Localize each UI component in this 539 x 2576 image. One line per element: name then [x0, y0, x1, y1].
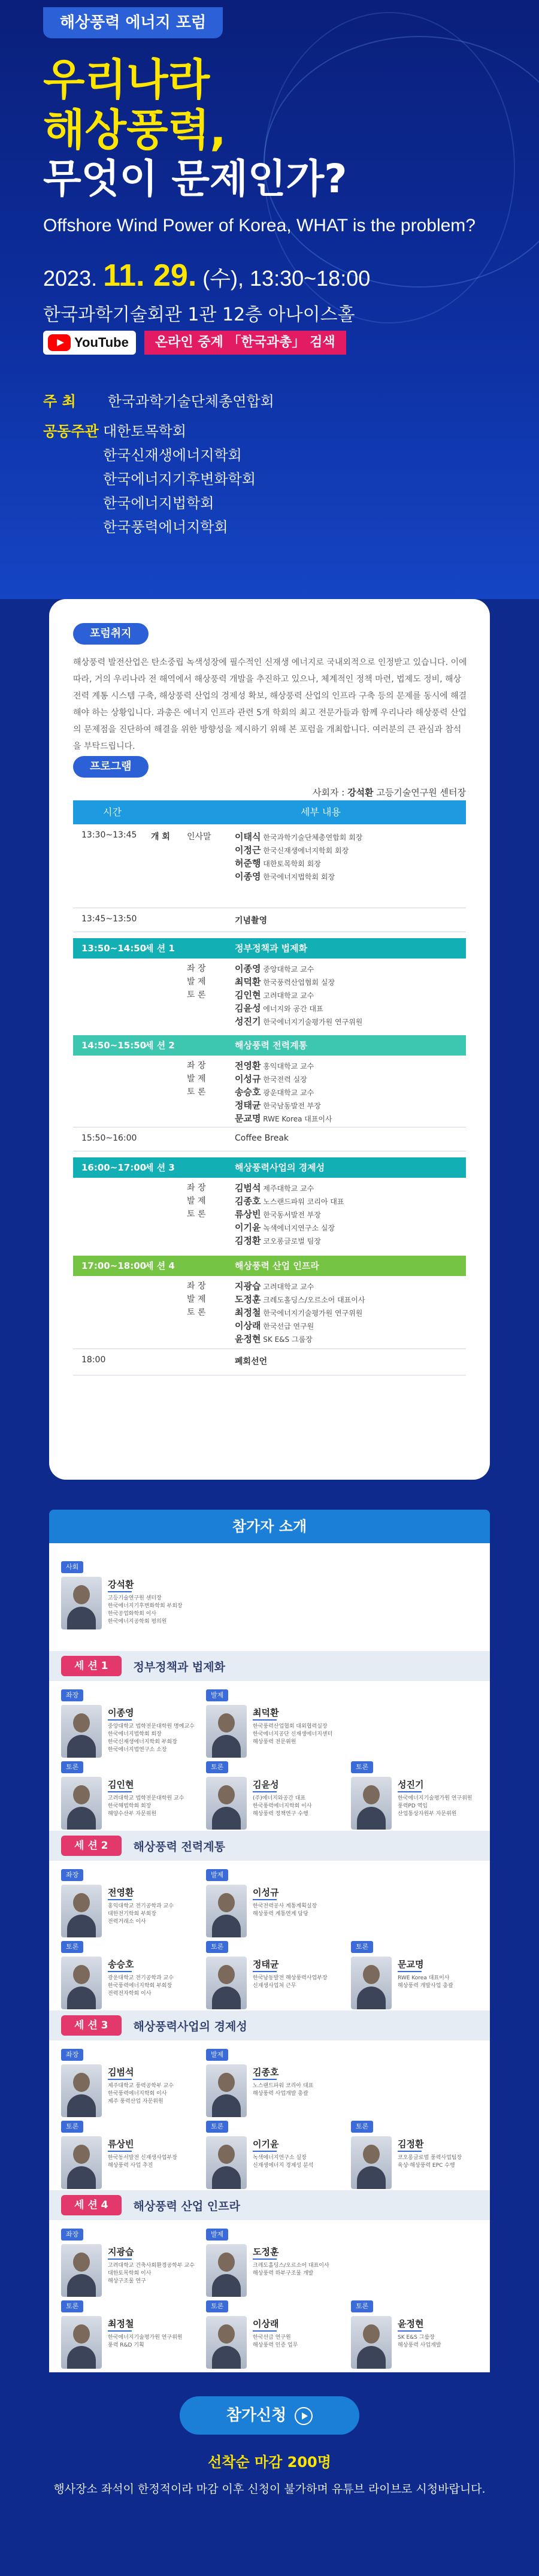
participant-name: 김윤성	[253, 1779, 279, 1790]
title-line-3: 무엇이 문제인가?	[43, 156, 347, 202]
participant-bio: (주)에너지와공간 대표 한국풍력에너지학회 이사 해상풍력 정책연구 수행	[253, 1795, 312, 1817]
avatar	[61, 1885, 102, 1937]
participant-name: 이종영	[108, 1707, 134, 1718]
participant-bio: 한국남동발전 해상풍력사업부장 신재생사업처 근무	[253, 1975, 328, 1989]
role-tag: 토론	[351, 1941, 373, 1953]
participant-name: 류상빈	[108, 2139, 134, 2149]
role-tag: 토론	[351, 2121, 373, 2133]
avatar	[206, 2064, 247, 2117]
stream-label: 온라인 중계 「한국과총」 검색	[144, 331, 346, 355]
participant-card	[351, 1941, 489, 2013]
row-category: 개 회	[151, 832, 170, 842]
session-1-people: 좌 장 이종영 중앙대학교 교수 발 제 최덕환 한국풍력산업협회 실장 토 론 김인현 고려대학교 교수 김윤성 에너지와 공간 대표 성진기 한국에너지기술평가원 연구위원	[187, 963, 363, 1027]
role-tag: 좌장	[61, 1869, 83, 1881]
participant-card	[206, 2049, 344, 2121]
avatar	[206, 1957, 247, 2009]
capacity-note: 선착순 마감 200명	[208, 2454, 331, 2471]
avatar	[61, 2316, 102, 2369]
role-tag: 발제	[206, 1689, 228, 1701]
event-date	[43, 258, 370, 294]
participant-moderator: 사회 강석환 고등기술연구원 센터장 한국에너지기후변화학회 부회장 한국공업화학회 이사 한국에너지공학회 평의원	[61, 1561, 199, 1633]
participant-card	[206, 1689, 344, 1761]
row-person: 허준행 대한토목학회 회장	[235, 858, 321, 869]
participant-name: 지광습	[108, 2247, 134, 2257]
avatar	[206, 1777, 247, 1830]
date-suffix: (수), 13:30~18:00	[202, 266, 371, 291]
session-3-header: 16:00~17:00 세 션 3 해상풍력사업의 경제성	[73, 1157, 466, 1178]
participant-card	[351, 2121, 489, 2193]
cohost-label-row	[43, 419, 103, 440]
participant-name: 이성규	[253, 1887, 279, 1898]
participant-name: 성진기	[398, 1779, 424, 1790]
avatar	[61, 2064, 102, 2117]
session-4-people: 좌 장 지광습 고려대학교 교수 발 제 도정훈 크레도홀딩스/오르소어 대표이사 토 론 최정철 한국에너지기술평가원 연구위원 이상래 한국선급 연구원 윤정현 SK E&S 그룹장	[73, 1276, 466, 1349]
row-time: 13:45~13:50	[81, 914, 137, 924]
session-number: 세 션 2	[61, 1836, 122, 1856]
participant-bio: 한국풍력산업협회 대외협력실장 한국에너지공단 신재생에너지센터 해상풍력 전문위원	[253, 1724, 333, 1745]
divider	[108, 2258, 132, 2260]
avatar	[351, 2136, 392, 2189]
participant-bio: 한국에너지기술평가원 연구위원 풍력PD 역임 산업통상자원부 자문위원	[398, 1795, 473, 1817]
row-person: 이태식 한국과학기술단체총연합회 회장	[235, 832, 363, 842]
participant-card	[61, 2229, 199, 2300]
participant-bio: RWE Korea 대표이사 해상풍력 개발사업 총괄	[398, 1975, 453, 1989]
row-role: 인사말	[187, 832, 211, 842]
col-detail: 세부 내용	[301, 806, 341, 818]
participant-card	[61, 1869, 199, 1941]
role-tag: 토론	[206, 1941, 228, 1953]
avatar	[206, 2316, 247, 2369]
divider	[253, 2330, 277, 2332]
participant-name: 송승호	[108, 1959, 134, 1970]
program-label: 프로그램	[73, 756, 149, 778]
participant-bio: 고려대학교 법학전문대학원 교수 한국해법학회 회장 해양수산부 자문위원	[108, 1795, 184, 1817]
cohost-item: 대한토목학회	[103, 423, 187, 440]
participant-bio: 한국에너지기술평가원 연구위원 풍력 R&D 기획	[108, 2335, 183, 2348]
session-title: 정부정책과 법제화	[133, 1660, 225, 1674]
youtube-play-icon	[48, 334, 71, 351]
role-tag: 토론	[61, 2121, 83, 2133]
participant-card	[61, 1761, 199, 1833]
participant-name: 김정환	[398, 2139, 424, 2149]
program-table-header	[73, 800, 466, 824]
host-name: 한국과학기술단체총연합회	[107, 393, 274, 410]
divider	[108, 1719, 132, 1721]
avatar	[61, 2244, 102, 2297]
participant-name: 김종호	[253, 2067, 279, 2078]
title-line-2: 해상풍력,	[43, 105, 226, 155]
participant-bio: 한국전력공사 계통계획실장 해상풍력 계통연계 담당	[253, 1903, 317, 1917]
participant-card	[61, 2121, 199, 2193]
participant-session-band	[49, 1651, 490, 1681]
program-row-opening	[73, 824, 466, 908]
session-3-people: 좌 장 김범석 제주대학교 교수 발 제 김종호 노스랜드파워 코리아 대표 토 론 류상빈 한국동서발전 부장 이기윤 녹색에너지연구소 실장 김정환 코오롱글로벌 팀장	[187, 1183, 344, 1246]
participant-bio: 노스랜드파워 코리아 대표 해상풍력 사업개발 총괄	[253, 2083, 314, 2097]
participant-bio: 크레도홀딩스/오르소어 대표이사 해상풍력 하부구조물 개발	[253, 2263, 329, 2276]
youtube-row	[43, 331, 346, 355]
participant-bio: 제주대학교 풍력공학부 교수 한국풍력에너지학회 이사 제주 풍력산업 자문위원	[108, 2083, 174, 2105]
participant-card	[61, 2300, 199, 2372]
avatar	[61, 2136, 102, 2189]
role-tag: 토론	[351, 1761, 373, 1773]
participant-bio: 광운대학교 전기공학과 교수 한국풍력에너지학회 부회장 전력전자학회 이사	[108, 1975, 174, 1997]
participant-card	[206, 2121, 344, 2193]
divider	[398, 2151, 422, 2152]
moderator-line	[313, 786, 466, 799]
english-subtitle: Offshore Wind Power of Korea, WHAT is the problem?	[43, 216, 476, 235]
participant-name: 전영환	[108, 1887, 134, 1898]
cohost-item: 한국신재생에너지학회	[103, 447, 242, 464]
purpose-label: 포럼취지	[73, 623, 149, 645]
avatar	[61, 1777, 102, 1830]
participants-title: 참가자 소개	[49, 1510, 490, 1543]
role-tag: 토론	[206, 2300, 228, 2312]
divider	[398, 1971, 422, 1972]
participant-bio: 코오롱글로벌 풍력사업팀장 육상·해상풍력 EPC 수행	[398, 2155, 462, 2169]
avatar	[351, 1777, 392, 1830]
youtube-text: YouTube	[74, 335, 129, 350]
participant-name: 문교명	[398, 1959, 424, 1970]
role-tag: 토론	[206, 1761, 228, 1773]
divider	[108, 2151, 132, 2152]
program-card	[49, 599, 490, 1480]
avatar	[206, 2244, 247, 2297]
participant-bio: SK E&S 그룹장 해상풍력 사업개발	[398, 2335, 441, 2348]
session-2-header: 14:50~15:50 세 션 2 해상풍력 전력계통	[73, 1035, 466, 1056]
participant-card	[206, 1869, 344, 1941]
title-line-1: 우리나라	[43, 55, 210, 105]
program-row-photo	[73, 908, 466, 932]
role-tag: 발제	[206, 1869, 228, 1881]
date-highlight: 11. 29.	[103, 258, 197, 293]
role-tag: 토론	[351, 2300, 373, 2312]
moderator-name: 강석환	[347, 787, 374, 798]
participant-card	[351, 2300, 489, 2372]
avatar	[206, 1705, 247, 1758]
participant-card	[206, 2300, 344, 2372]
divider	[108, 2330, 132, 2332]
divider	[108, 1971, 132, 1972]
moderator-label: 사회자 :	[313, 787, 348, 798]
participant-card	[61, 1941, 199, 2013]
program-row-coffee: 15:50~16:00 Coffee Break	[73, 1127, 466, 1151]
participant-card	[61, 2049, 199, 2121]
divider	[108, 2079, 132, 2080]
youtube-logo[interactable]	[43, 331, 136, 355]
session-4-header: 17:00~18:00 세 션 4 해상풍력 산업 인프라	[73, 1256, 466, 1276]
col-time: 시간	[103, 806, 122, 818]
participant-name: 최정철	[108, 2318, 134, 2329]
session-2-people: 좌 장 전영환 홍익대학교 교수 발 제 이성규 한국전력 실장 토 론 송승호 광운대학교 교수 정태균 한국남동발전 부장 문교명 RWE Korea 대표이사	[73, 1056, 466, 1127]
role-tag: 발제	[206, 2229, 228, 2241]
participant-name: 이기윤	[253, 2139, 279, 2149]
seat-note: 행사장소 좌석이 한정적이라 마감 이후 신청이 불가하며 유튜브 라이브로 시청바랍니다.	[53, 2483, 486, 2496]
participant-name: 김인현	[108, 1779, 134, 1790]
participant-bio: 고려대학교 건축사회환경공학부 교수 대한토목학회 이사 해상구조물 연구	[108, 2263, 195, 2284]
divider	[398, 2330, 422, 2332]
cohost-item: 한국풍력에너지학회	[103, 519, 228, 536]
divider	[253, 2079, 277, 2080]
role-tag: 토론	[61, 1941, 83, 1953]
participant-card	[206, 1761, 344, 1833]
session-title: 해상풍력사업의 경제성	[133, 2019, 247, 2033]
participant-session-band	[49, 2190, 490, 2220]
cohost-item: 한국에너지기후변화학회	[103, 471, 256, 488]
participant-bio: 중앙대학교 법학전문대학원 명예교수 한국에너지법학회 회장 한국신재생에너지학회 부회장 한국에너지법연구소 소장	[108, 1724, 195, 1753]
cohost-item: 한국에너지법학회	[103, 495, 214, 512]
participant-card	[206, 1941, 344, 2013]
divider	[398, 1791, 422, 1792]
cohost-list	[103, 419, 256, 539]
participant-card	[351, 1761, 489, 1833]
session-title: 해상풍력 산업 인프라	[133, 2199, 240, 2213]
divider	[108, 1791, 132, 1792]
program-row-closing: 18:00 폐회선언	[73, 1349, 466, 1375]
date-prefix: 2023.	[43, 266, 98, 291]
forum-tag: 해상풍력 에너지 포럼	[43, 7, 223, 38]
avatar	[206, 2136, 247, 2189]
role-tag: 토론	[61, 2300, 83, 2312]
divider	[253, 2258, 277, 2260]
divider	[253, 1971, 277, 1972]
avatar	[351, 2316, 392, 2369]
role-tag: 발제	[206, 2049, 228, 2061]
event-venue: 한국과학기술회관 1관 12층 아나이스홀	[43, 304, 355, 325]
avatar	[61, 1705, 102, 1758]
avatar	[61, 1577, 102, 1629]
avatar	[61, 1957, 102, 2009]
hero-section	[0, 0, 539, 599]
session-number: 세 션 4	[61, 2195, 122, 2215]
role-tag: 좌장	[61, 2229, 83, 2241]
host-label: 주 최	[43, 393, 76, 410]
divider	[253, 1791, 277, 1792]
role-tag: 토론	[61, 1761, 83, 1773]
participant-session-band	[49, 2010, 490, 2040]
participant-card	[206, 2229, 344, 2300]
participants-section	[49, 1543, 490, 2372]
participant-session-band	[49, 1831, 490, 1861]
row-content: 기념촬영	[235, 916, 268, 926]
divider	[108, 1899, 132, 1900]
role-tag: 토론	[206, 2121, 228, 2133]
apply-label: 참가신청	[226, 2406, 287, 2424]
participant-bio: 한국동서발전 신재생사업부장 해상풍력 사업 추진	[108, 2155, 177, 2169]
participant-name: 정태균	[253, 1959, 279, 1970]
purpose-text: 해상풍력 발전산업은 탄소중립 녹색성장에 필수적인 신재생 에너지로 국내외적으로 인정받고 있습니다. 이에 따라, 거의 우리나라 전 해역에서 해상풍력 개발을 추진하고 있으나, 체계적인 정책 마련, 법제도 정비, 해상 전력 계통 시스템 구축, 해상풍력 산업의 경제성 확보, 해상풍력 산업의 인프라 구축 등의 문제를 동시에 해결해야 하는 상황입니다. 과총은 에너지 인프라 관련 5개 학회의 최고 전문가들과 함께 우리나라 해상풍력 산업의 문제점을 진단하여 해결을 위한 방향성을 제시하기 위해 본 포럼을 개최합니다. 여러분의 큰 관심과 참석을 부탁드립니다.	[73, 658, 467, 751]
participant-bio: 홍익대학교 전기공학과 교수 대한전기학회 부회장 전력거래소 이사	[108, 1903, 174, 1925]
session-number: 세 션 3	[61, 2015, 122, 2036]
moderator-aff: 고등기술연구원 센터장	[373, 787, 466, 798]
host-row	[43, 389, 274, 410]
avatar	[351, 1957, 392, 2009]
cohost-label: 공동주관	[43, 423, 99, 440]
session-1-header: 13:50~14:50 세 션 1 정부정책과 법제화	[73, 938, 466, 959]
row-person: 이종영 한국에너지법학회 회장	[235, 871, 335, 882]
participant-name: 김범석	[108, 2067, 134, 2078]
participant-bio: 한국선급 연구원 해상풍력 인증 업무	[253, 2335, 298, 2348]
session-title: 해상풍력 전력계통	[133, 1840, 225, 1854]
play-arrow-icon	[295, 2407, 313, 2425]
participant-bio: 녹색에너지연구소 실장 신재생에너지 경제성 분석	[253, 2155, 314, 2169]
role-tag: 좌장	[61, 1689, 83, 1701]
row-time: 13:30~13:45	[81, 830, 137, 840]
participant-card	[61, 1689, 199, 1761]
divider	[253, 1719, 277, 1721]
participant-name: 도정훈	[253, 2247, 279, 2257]
participant-name: 이상래	[253, 2318, 279, 2329]
apply-button[interactable]	[180, 2396, 359, 2435]
role-tag: 좌장	[61, 2049, 83, 2061]
divider	[253, 1899, 277, 1900]
row-person: 이정근 한국신재생에너지학회 회장	[235, 845, 349, 855]
avatar	[206, 1885, 247, 1937]
participant-name: 윤정현	[398, 2318, 424, 2329]
session-number: 세 션 1	[61, 1656, 122, 1676]
participant-name: 최덕환	[253, 1707, 279, 1718]
divider	[253, 2151, 277, 2152]
